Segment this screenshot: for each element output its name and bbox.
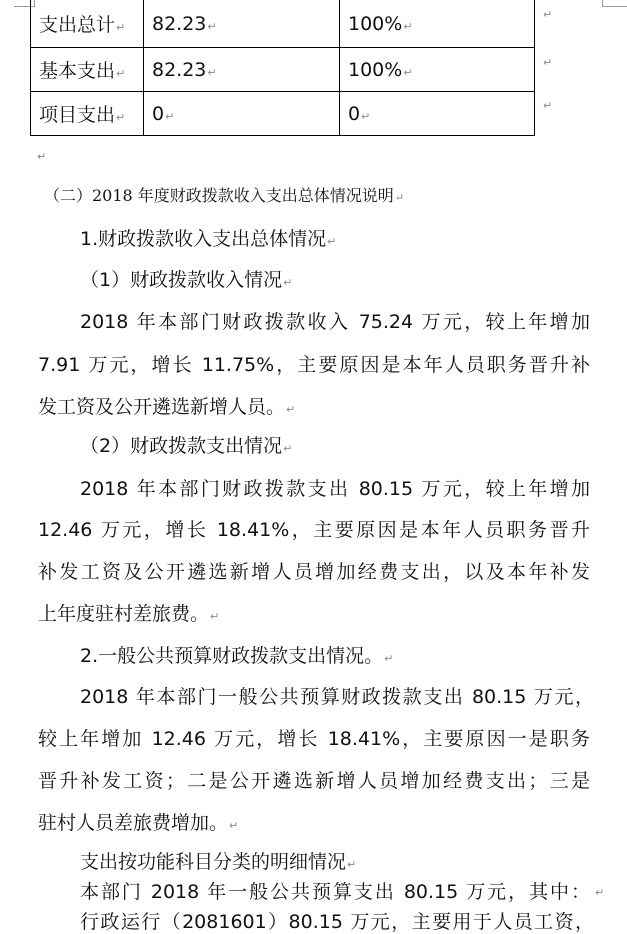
paragraph-line: 晋升补发工资；二是公开遴选新增人员增加经费支出；三是	[38, 770, 590, 792]
paragraph-line: 发工资及公开遴选新增人员。↵	[38, 396, 296, 418]
budget-summary-table	[30, 0, 535, 136]
paragraph-line: 2018 年本部门财政拨款收入 75.24 万元，较上年增加	[80, 311, 590, 333]
row-end-mark: ↵	[543, 99, 553, 112]
table-cell-percent: 0↵	[340, 92, 535, 136]
paragraph-line: 上年度驻村差旅费。↵	[38, 603, 220, 625]
row-end-mark: ↵	[543, 56, 553, 69]
table-row	[31, 48, 535, 92]
table-cell-item: 项目支出↵	[31, 92, 144, 136]
paragraph-line: 补发工资及公开遴选新增人员增加经费支出，以及本年补发	[38, 561, 590, 583]
paragraph-line: 7.91 万元，增长 11.75%，主要原因是本年人员职务晋升补	[38, 354, 590, 376]
paragraph-line: 2018 年本部门一般公共预算财政拨款支出 80.15 万元，	[80, 686, 594, 708]
subsection-heading: 2.一般公共预算财政拨款支出情况。↵	[80, 645, 394, 667]
row-end-mark: ↵	[543, 8, 553, 21]
table-cell-item: 基本支出↵	[31, 48, 144, 92]
section-heading: （二）2018 年度财政拨款收入支出总体情况说明↵	[44, 186, 405, 205]
paragraph-end-mark: ↵	[595, 886, 605, 899]
table-row	[31, 92, 535, 136]
paragraph-line: 行政运行（2081601）80.15 万元，主要用于人员工资，	[80, 911, 594, 933]
paragraph-line: 2018 年本部门财政拨款支出 80.15 万元，较上年增加	[80, 478, 590, 500]
paragraph-line: 本部门 2018 年一般公共预算支出 80.15 万元，其中：	[80, 881, 590, 903]
page-corner-mark-right	[602, 0, 627, 7]
subheading-income: （1）财政拨款收入情况↵	[80, 269, 293, 291]
subheading-expense: （2）财政拨款支出情况↵	[80, 435, 293, 457]
table-cell-amount: 0↵	[144, 92, 340, 136]
subsection-heading: 1.财政拨款收入支出总体情况↵	[80, 228, 337, 250]
table-row	[31, 0, 535, 48]
subheading-functional-detail: 支出按功能科目分类的明细情况↵	[80, 851, 357, 873]
table-cell-percent: 100%↵	[340, 48, 535, 92]
empty-paragraph-mark: ↵	[37, 150, 47, 163]
table-cell-amount: 82.23↵	[144, 0, 340, 48]
paragraph-line: 12.46 万元，增长 18.41%，主要原因是本年人员职务晋升	[38, 519, 590, 541]
paragraph-line: 驻村人员差旅费增加。↵	[38, 812, 239, 834]
table-cell-percent: 100%↵	[340, 0, 535, 48]
table-cell-item: 支出总计↵	[31, 0, 144, 48]
paragraph-line: 较上年增加 12.46 万元，增长 18.41%，主要原因一是职务	[38, 728, 590, 750]
table-cell-amount: 82.23↵	[144, 48, 340, 92]
